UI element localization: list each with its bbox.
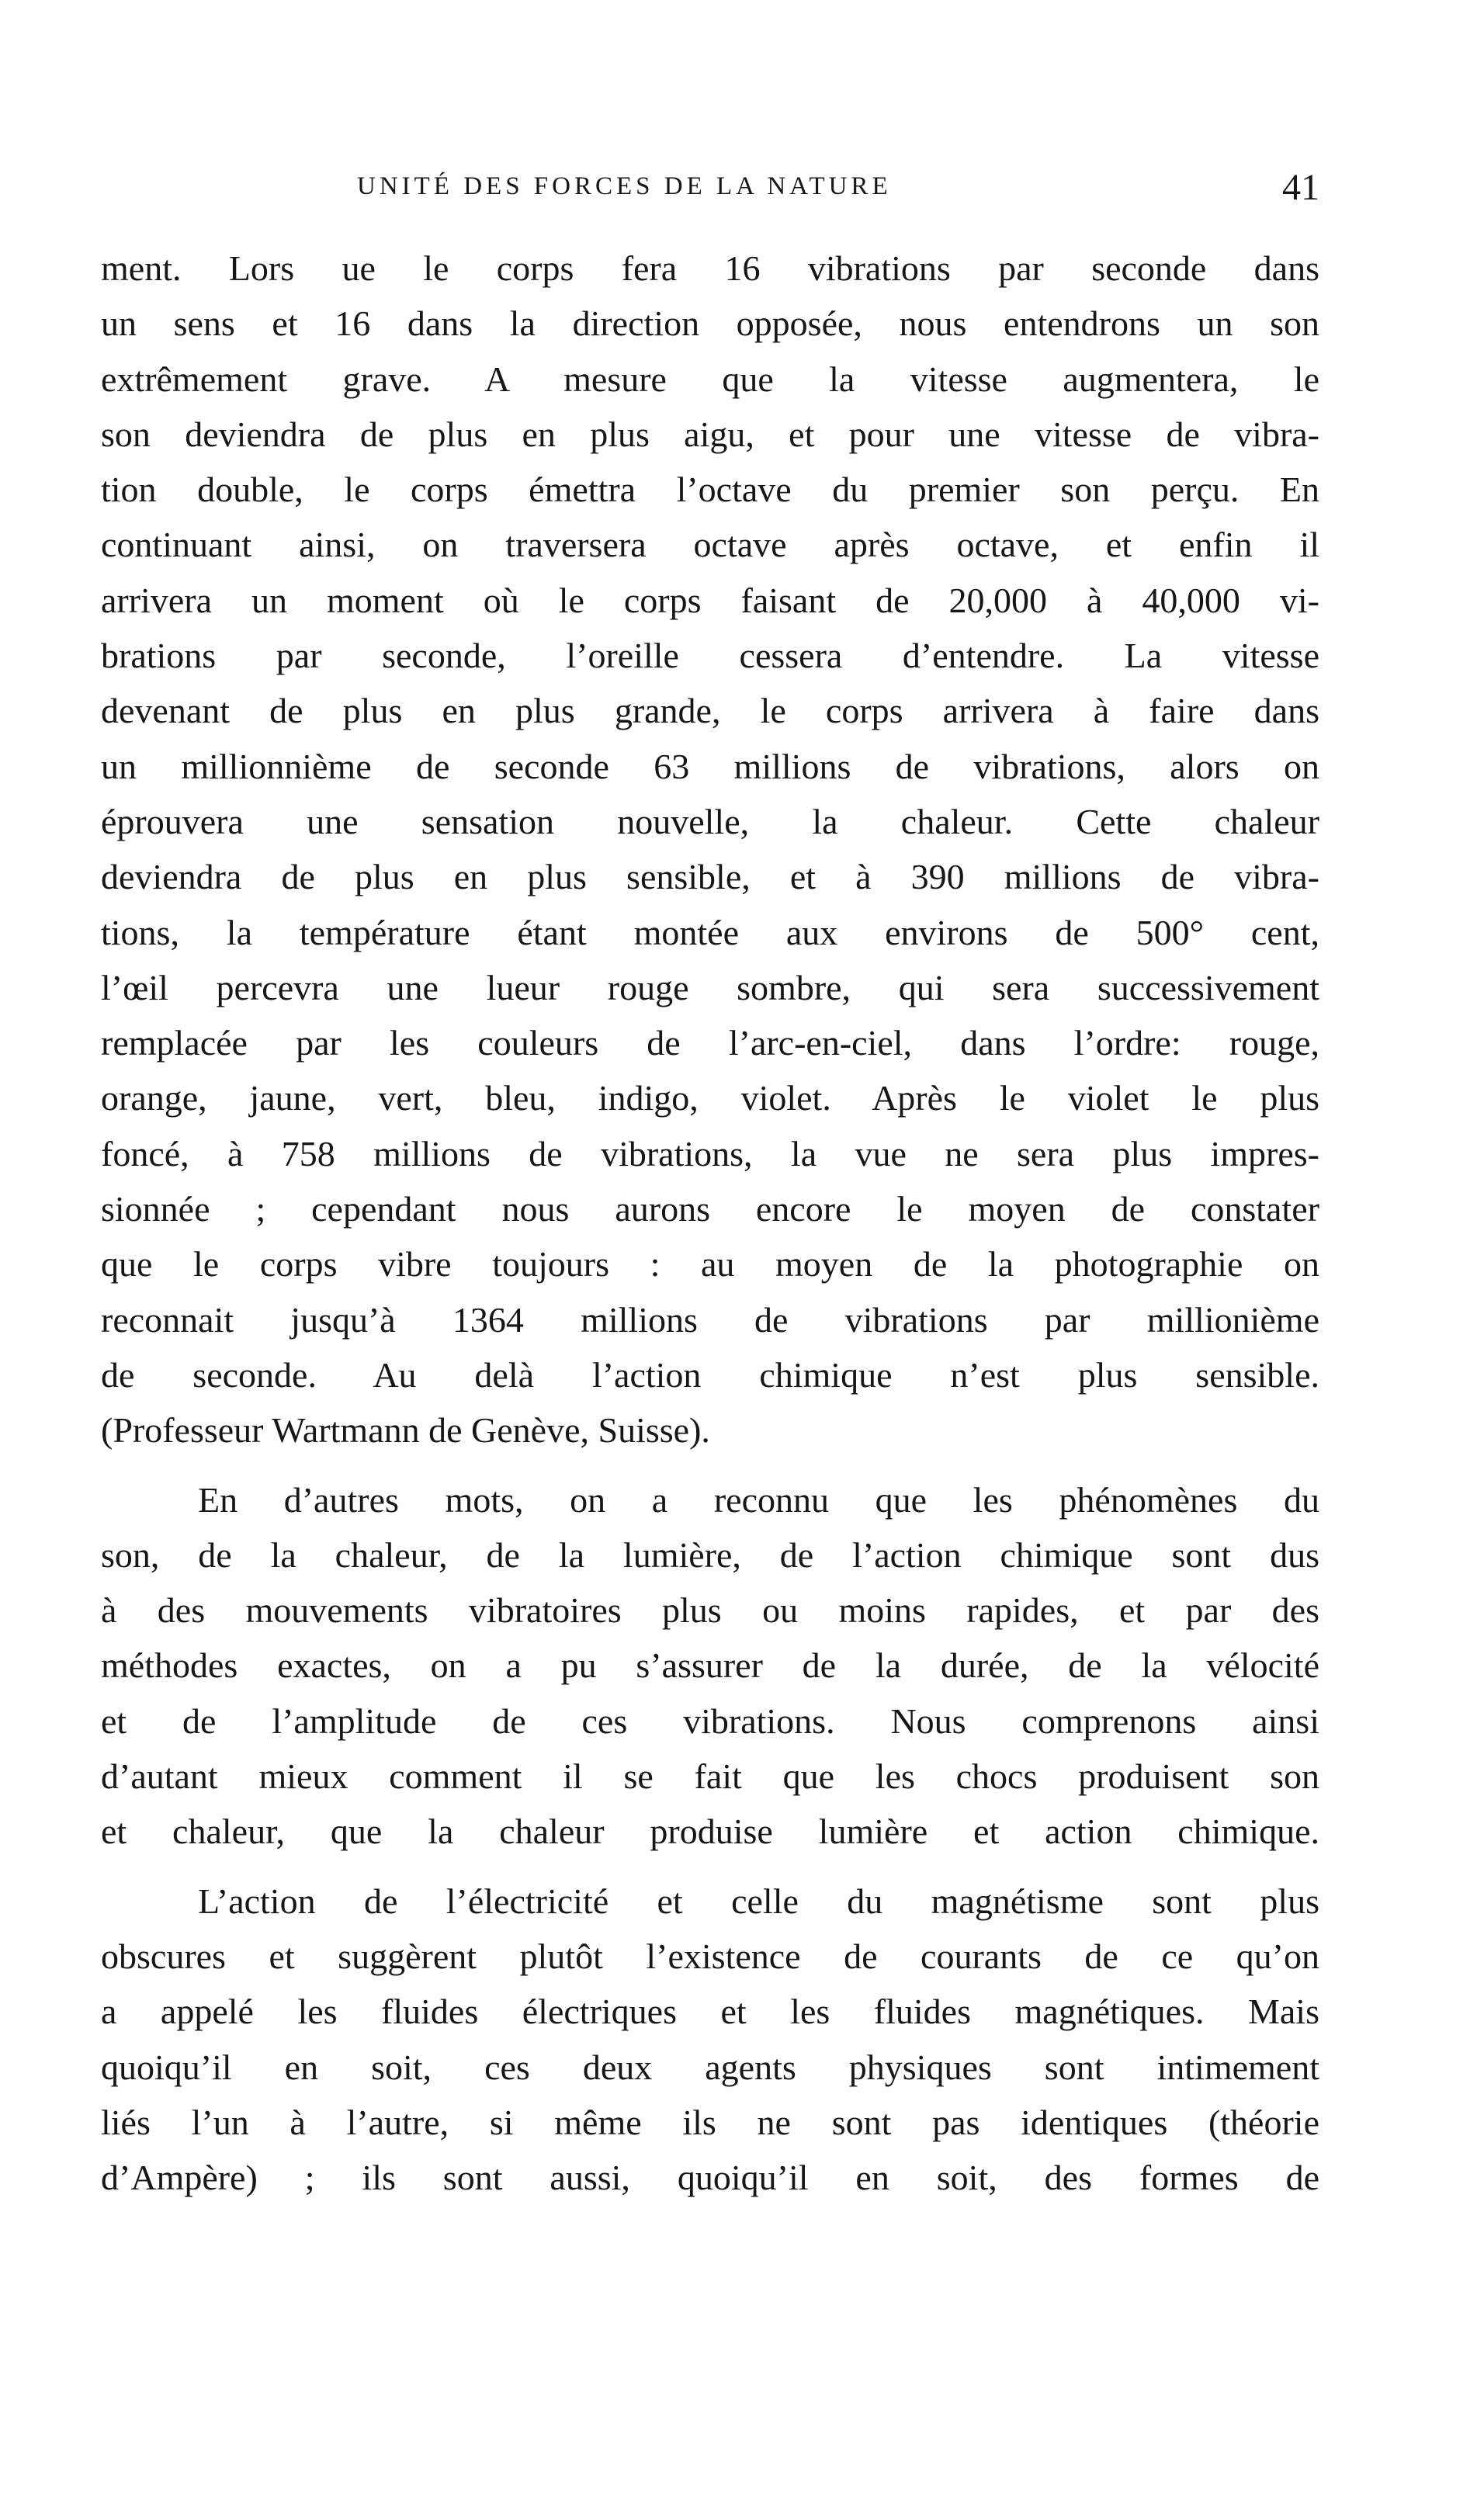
paragraph-start-line: En d’autres mots, on a reconnu que les phénomènes du [198, 1479, 1319, 1520]
text-line: méthodes exactes, on a pu s’assurer de la durée, de la vélocité [101, 1645, 1319, 1686]
text-line: quoiqu’il en soit, ces deux agents physiques sont intimement [101, 2047, 1319, 2087]
paragraph-start-line: L’action de l’électricité et celle du magnétisme sont plus [198, 1881, 1319, 1921]
body-text [101, 241, 1319, 2205]
text-line: son, de la chaleur, de la lumière, de l’action chimique sont dus [101, 1534, 1319, 1575]
text-line: a appelé les fluides électriques et les fluides magnétiques. Mais [101, 1992, 1319, 2032]
text-line: ment. Lors ue le corps fera 16 vibrations par seconde dans [101, 248, 1319, 288]
text-line: remplacée par les couleurs de l’arc-en-ciel, dans l’ordre: rouge, [101, 1023, 1319, 1063]
text-line: et de l’amplitude de ces vibrations. Nous comprenons ainsi [101, 1701, 1319, 1741]
text-line: un millionnième de seconde 63 millions de vibrations, alors on [101, 746, 1319, 786]
text-line: extrêmement grave. A mesure que la vitesse augmentera, le [101, 359, 1319, 399]
running-head [101, 166, 1319, 213]
text-line: éprouvera une sensation nouvelle, la chaleur. Cette chaleur [101, 801, 1319, 841]
running-title: UNITÉ DES FORCES DE LA NATURE [357, 172, 892, 200]
text-line: sionnée ; cependant nous aurons encore le moyen de constater [101, 1189, 1319, 1229]
text-line: obscures et suggèrent plutôt l’existence de courants de ce qu’on [101, 1936, 1319, 1976]
text-line: un sens et 16 dans la direction opposée, nous entendrons un son [101, 303, 1319, 344]
text-line: l’œil percevra une lueur rouge sombre, qui sera successivement [101, 967, 1319, 1007]
text-line: reconnait jusqu’à 1364 millions de vibrations par millionième [101, 1299, 1319, 1340]
text-line: brations par seconde, l’oreille cessera d’entendre. La vitesse [101, 636, 1319, 676]
text-line: de seconde. Au delà l’action chimique n’est plus sensible. [101, 1354, 1319, 1395]
text-line: orange, jaune, vert, bleu, indigo, violet. Après le violet le plus [101, 1078, 1319, 1118]
page-number: 41 [1282, 167, 1319, 208]
text-line: continuant ainsi, on traversera octave après octave, et enfin il [101, 525, 1319, 565]
text-line: liés l’un à l’autre, si même ils ne sont pas identiques (théorie [101, 2102, 1319, 2142]
text-line: deviendra de plus en plus sensible, et à 390 millions de vibra- [101, 857, 1319, 897]
text-line: à des mouvements vibratoires plus ou moins rapides, et par des [101, 1590, 1319, 1631]
text-line: que le corps vibre toujours : au moyen de la photographie on [101, 1244, 1319, 1285]
text-line: devenant de plus en plus grande, le corps arrivera à faire dans [101, 691, 1319, 731]
text-line: tion double, le corps émettra l’octave du premier son perçu. En [101, 470, 1319, 510]
text-line: d’Ampère) ; ils sont aussi, quoiqu’il en soit, des formes de [101, 2158, 1319, 2198]
paragraph-end-line: et chaleur, que la chaleur produise lumière et action chimique. [101, 1811, 1319, 1852]
text-line: son deviendra de plus en plus aigu, et pour une vitesse de vibra- [101, 414, 1319, 454]
text-line: d’autant mieux comment il se fait que les chocs produisent son [101, 1756, 1319, 1797]
text-line: foncé, à 758 millions de vibrations, la vue ne sera plus impres- [101, 1133, 1319, 1174]
text-line: arrivera un moment où le corps faisant de 20,000 à 40,000 vi- [101, 580, 1319, 620]
text-line: tions, la température étant montée aux environs de 500° cent, [101, 912, 1319, 952]
paragraph-end-line: (Professeur Wartmann de Genève, Suisse). [101, 1410, 710, 1451]
